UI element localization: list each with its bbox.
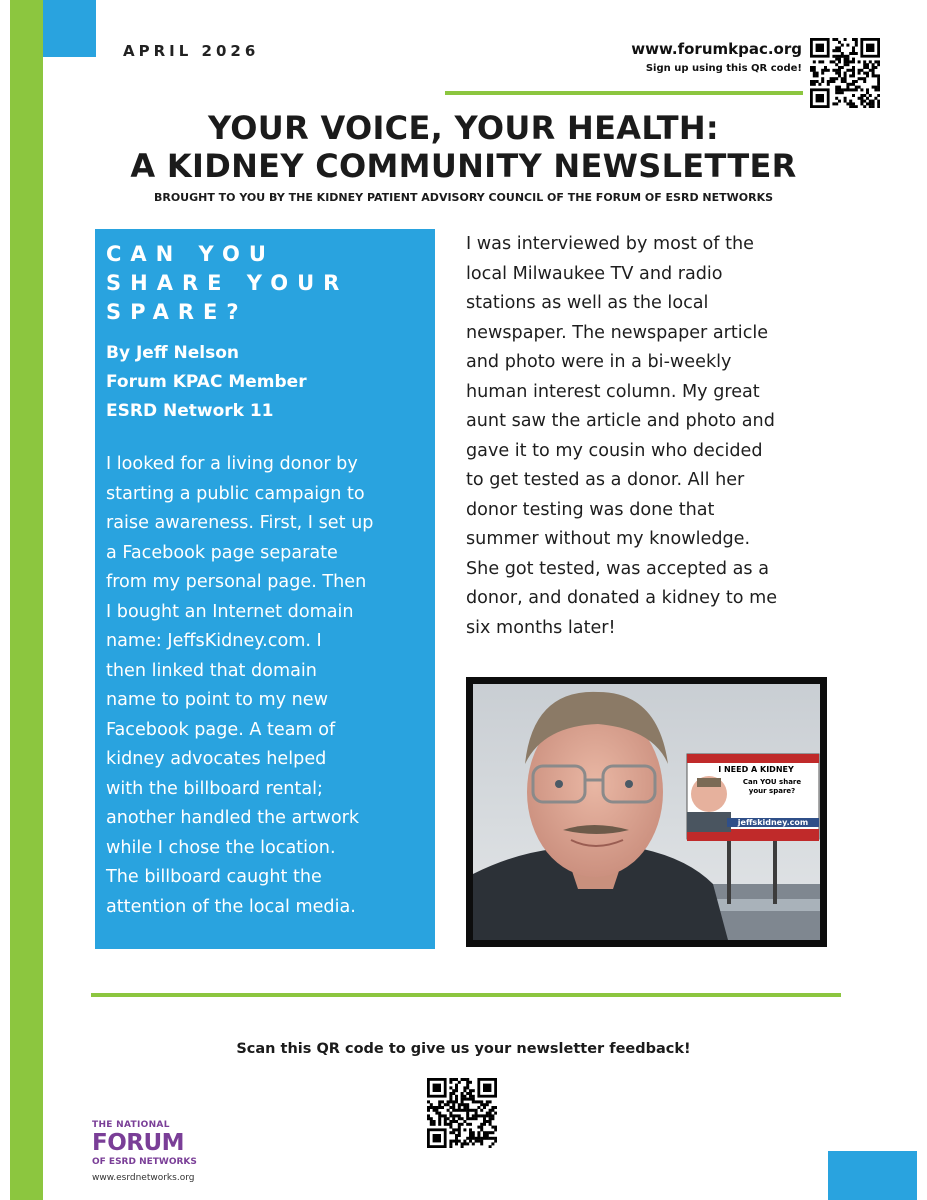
article-photo — [466, 677, 827, 947]
billboard-text-2: Can YOU share — [742, 778, 802, 786]
logo-of-esrd-networks: OF ESRD NETWORKS — [92, 1157, 197, 1167]
text-line: donor testing was done that — [466, 499, 715, 520]
billboard-url: jeffskidney.com — [727, 818, 819, 827]
logo-the-national: THE NATIONAL — [92, 1120, 170, 1130]
sidebar-body-text — [106, 450, 428, 922]
text-line: name to point to my new — [106, 690, 328, 710]
text-line: I looked for a living donor by — [106, 454, 358, 474]
signup-caption: Sign up using this QR code! — [645, 63, 802, 74]
bottom-right-blue-block — [828, 1151, 917, 1200]
text-line: Facebook page. A team of — [106, 719, 336, 740]
text-line: then linked that domain — [106, 660, 317, 681]
text-line: kidney advocates helped — [106, 749, 327, 769]
text-line: name: JeffsKidney.com. I — [106, 631, 322, 651]
qr-pattern — [810, 38, 880, 108]
author-network: ESRD Network 11 — [106, 401, 274, 421]
text-line: attention of the local media. — [106, 896, 356, 917]
text-line: another handled the artwork — [106, 808, 360, 828]
author-role: Forum KPAC Member — [106, 372, 307, 392]
issue-date: APRIL 2026 — [123, 42, 260, 60]
feedback-qr-code[interactable] — [427, 1078, 497, 1148]
billboard-text-3: your spare? — [748, 787, 796, 795]
billboard-text-1: I NEED A KIDNEY — [718, 765, 794, 774]
text-line: human interest column. My great — [466, 381, 760, 402]
text-line: to get tested as a donor. All her — [466, 470, 745, 490]
header-divider — [445, 91, 803, 95]
author-name: By Jeff Nelson — [106, 343, 239, 363]
newsletter-subtitle: BROUGHT TO YOU BY THE KIDNEY PATIENT ADVISORY COUNCIL OF THE FORUM OF ESRD NETWORKS — [153, 191, 774, 204]
newsletter-title-line2: A KIDNEY COMMUNITY NEWSLETTER — [130, 147, 797, 185]
text-line: and photo were in a bi-weekly — [466, 352, 732, 372]
text-line: starting a public campaign to — [106, 483, 365, 504]
text-line: donor, and donated a kidney to me — [466, 588, 778, 608]
newsletter-title-line1: YOUR VOICE, YOUR HEALTH: — [207, 109, 720, 147]
feedback-prompt: Scan this QR code to give us your newsletter feedback! — [236, 1041, 691, 1057]
text-line: She got tested, was accepted as a — [466, 558, 769, 579]
text-line: I was interviewed by most of the — [466, 234, 754, 254]
website-link[interactable]: www.forumkpac.org — [631, 40, 802, 58]
text-line: gave it to my cousin who decided — [466, 440, 763, 461]
text-line: local Milwaukee TV and radio — [466, 263, 723, 284]
text-line: six months later! — [466, 617, 616, 638]
photo-illustration — [473, 684, 820, 940]
signup-qr-code[interactable] — [810, 38, 880, 108]
text-line: The billboard caught the — [106, 867, 322, 887]
text-line: with the billboard rental; — [106, 778, 323, 799]
article-heading-line: CAN YOU — [106, 242, 275, 266]
text-line: a Facebook page separate — [106, 542, 338, 563]
footer-divider — [91, 993, 841, 997]
article-heading-line: SHARE YOUR — [106, 271, 349, 295]
logo-forum: FORUM — [92, 1130, 185, 1156]
text-line: raise awareness. First, I set up — [106, 513, 374, 533]
main-body-text — [466, 230, 846, 643]
text-line: while I chose the location. — [106, 837, 336, 858]
article-heading-line: SPARE? — [106, 300, 248, 324]
text-line: from my personal page. Then — [106, 572, 367, 592]
text-line: summer without my knowledge. — [466, 529, 751, 549]
text-line: newspaper. The newspaper article — [466, 322, 769, 343]
logo-website[interactable]: www.esrdnetworks.org — [92, 1173, 195, 1183]
text-line: aunt saw the article and photo and — [466, 411, 775, 431]
text-line: I bought an Internet domain — [106, 601, 354, 622]
text-line: stations as well as the local — [466, 293, 709, 313]
qr-pattern — [427, 1078, 497, 1148]
left-green-bar — [10, 0, 43, 1200]
